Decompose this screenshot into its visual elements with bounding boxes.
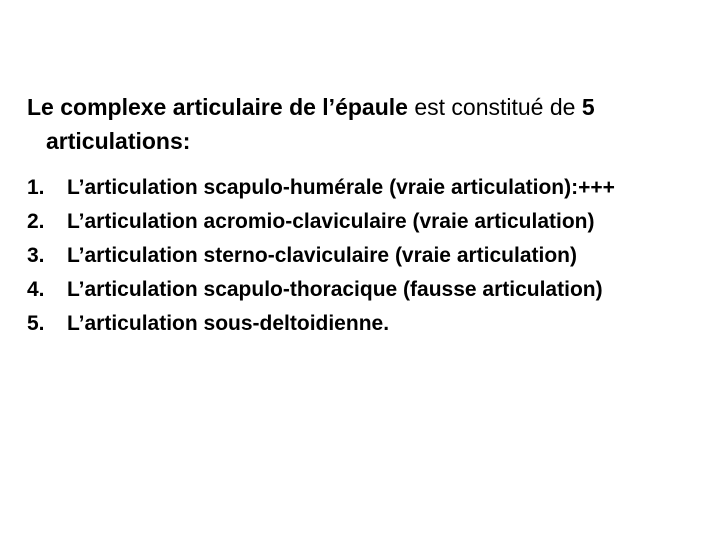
list-item-number: 5.	[27, 312, 45, 335]
list-item	[27, 239, 707, 273]
articulation-list	[27, 171, 707, 341]
list-item-number: 3.	[27, 244, 45, 267]
list-item	[27, 307, 707, 341]
list-item-text: L’articulation sous-deltoidienne.	[67, 312, 390, 335]
list-item-text: L’articulation acromio-claviculaire (vraie articulation)	[67, 210, 595, 233]
list-item	[27, 273, 707, 307]
list-item	[27, 205, 707, 239]
intro-paragraph	[27, 90, 720, 158]
intro-bold-count: 5 articulations:	[46, 94, 595, 154]
list-item-text: L’articulation scapulo-thoracique (fausse articulation)	[67, 278, 603, 301]
list-item-number: 4.	[27, 278, 45, 301]
list-item-text: L’articulation scapulo-humérale (vraie articulation):+++	[67, 176, 615, 199]
list-item-number: 2.	[27, 210, 45, 233]
list-item-text: L’articulation sterno-claviculaire (vraie articulation)	[67, 244, 577, 267]
intro-text: est constitué de	[407, 94, 582, 120]
list-item	[27, 171, 707, 205]
intro-bold-subject: Le complexe articulaire de l’épaule	[27, 94, 408, 120]
list-item-number: 1.	[27, 176, 45, 199]
